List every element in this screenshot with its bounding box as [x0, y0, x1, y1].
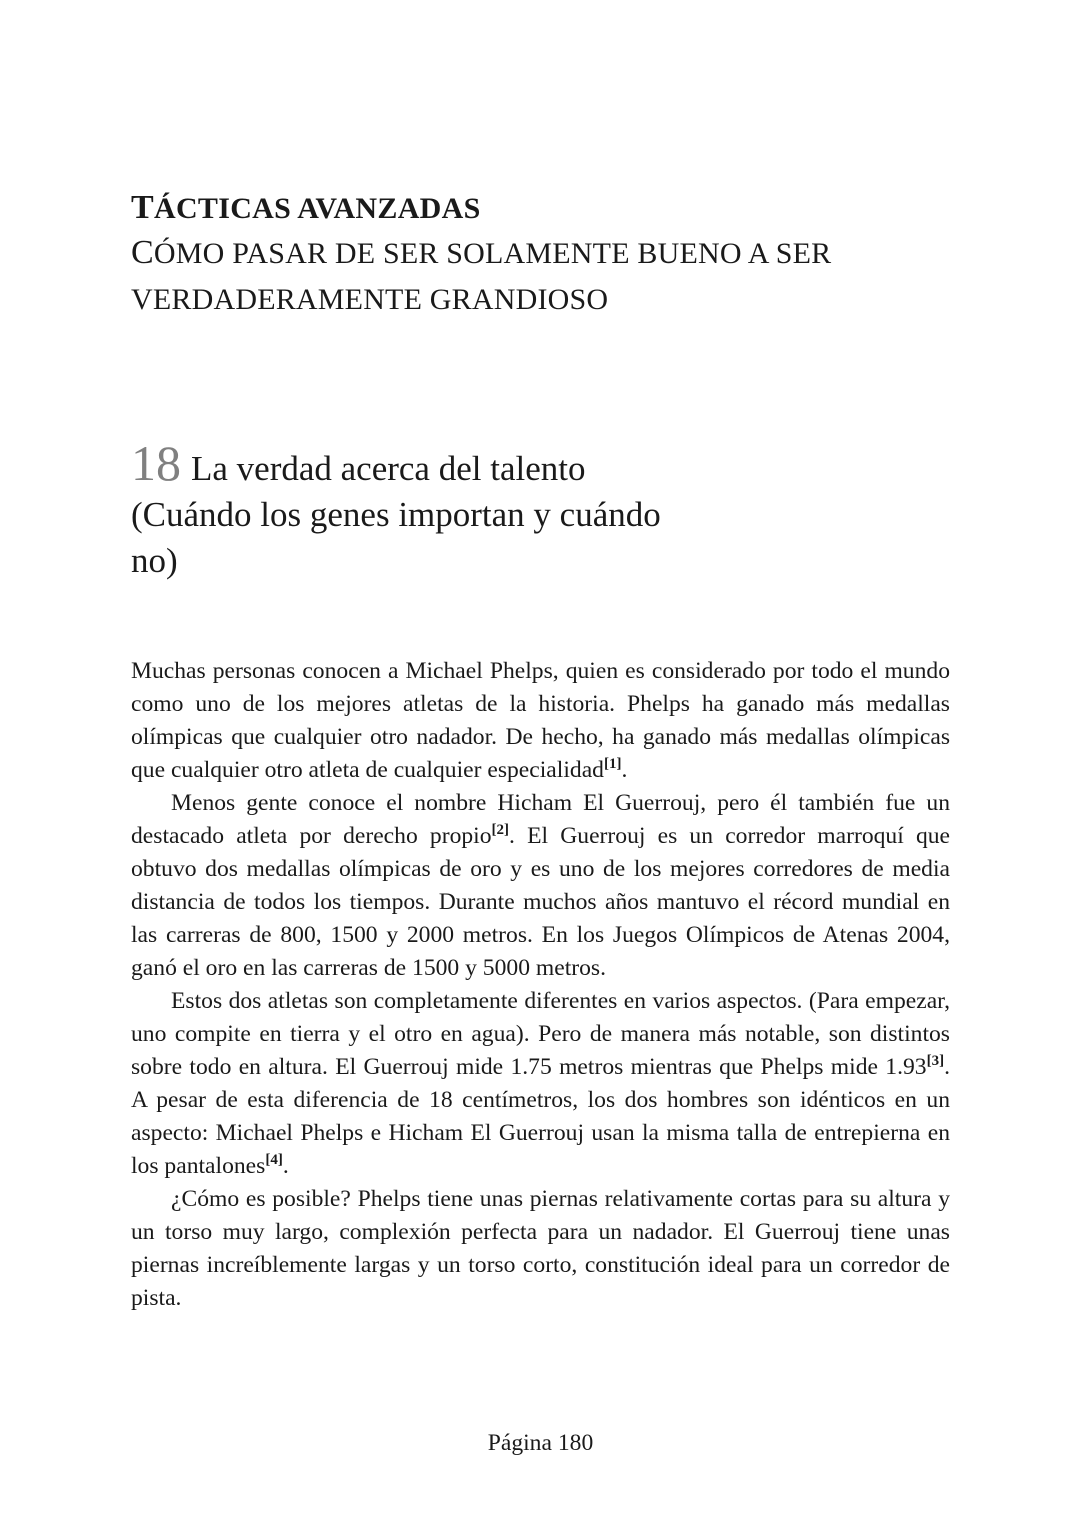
paragraph-text: . A pesar de esta diferencia de 18 centímetros, los dos hombres son idénticos en un aspecto: Michael Phelps e Hicham El Guerrouj usan la misma talla de entrepierna en los pantalones	[131, 1054, 950, 1179]
paragraph-text: .	[282, 1153, 289, 1179]
paragraph-text: . El Guerrouj es un corredor marroquí que obtuvo dos medallas olímpicas de oro y es uno de los mejores corredores de media distancia de todos los tiempos. Durante muchos años mantuvo el récord mundial en las carreras de 800, 1500 y 2000 metros. En los Juegos Olímpicos de Atenas 2004, ganó el oro en las carreras de 1500 y 5000 metros.	[131, 823, 951, 981]
chapter-body	[131, 655, 950, 1315]
paragraph-text: ¿Cómo es posible? Phelps tiene unas piernas relativamente cortas para su altura y un torso muy largo, complexión perfecta para un nadador. El Guerrouj tiene unas piernas increíblemente largas y un torso corto, constitución ideal para un corredor de pista.	[131, 1186, 950, 1311]
page-number: Página 180	[487, 1430, 594, 1456]
paragraph-text: Muchas personas conocen a Michael Phelps, quien es considerado por todo el mundo como uno de los mejores atletas de la historia. Phelps ha ganado más medallas olímpicas que cualquier otro nadador. De hecho, ha ganado más medallas olímpicas que cualquier otro atleta de cualquier especialidad	[131, 658, 950, 783]
footnote-ref-2[interactable]: [2]	[491, 822, 510, 839]
part-subtitle-rest: ÓMO PASAR DE SER SOLAMENTE BUENO A SER VERDADERAMENTE GRANDIOSO	[131, 237, 832, 316]
paragraph-text: .	[621, 757, 628, 783]
chapter-heading	[131, 435, 691, 584]
footnote-ref-1[interactable]: [1]	[603, 756, 622, 773]
paragraph-3	[131, 985, 950, 1183]
paragraph-text: Estos dos atletas son completamente diferentes en varios aspectos. (Para empezar, uno compite en tierra y el otro en agua). Pero de manera más notable, son distintos sobre todo en altura. El Guerrouj mide 1.75 metros mientras que Phelps mide 1.93	[131, 988, 950, 1080]
paragraph-4	[131, 1183, 950, 1315]
chapter-title: La verdad acerca del talento (Cuándo los genes importan y cuándo no)	[131, 449, 661, 580]
part-title-rest: ÁCTICAS AVANZADAS	[153, 192, 481, 225]
part-subtitle-initial: C	[131, 234, 154, 271]
footnote-ref-4[interactable]: [4]	[265, 1152, 283, 1169]
part-title-initial: T	[131, 189, 154, 226]
footnote-ref-3[interactable]: [3]	[926, 1053, 945, 1070]
chapter-number: 18	[131, 435, 181, 491]
paragraph-1	[131, 655, 950, 787]
part-subtitle	[131, 230, 891, 323]
paragraph-text: Menos gente conoce el nombre Hicham El Guerrouj, pero él también fue un destacado atleta por derecho propio	[131, 790, 950, 849]
part-title	[131, 188, 481, 229]
paragraph-2	[131, 787, 950, 985]
